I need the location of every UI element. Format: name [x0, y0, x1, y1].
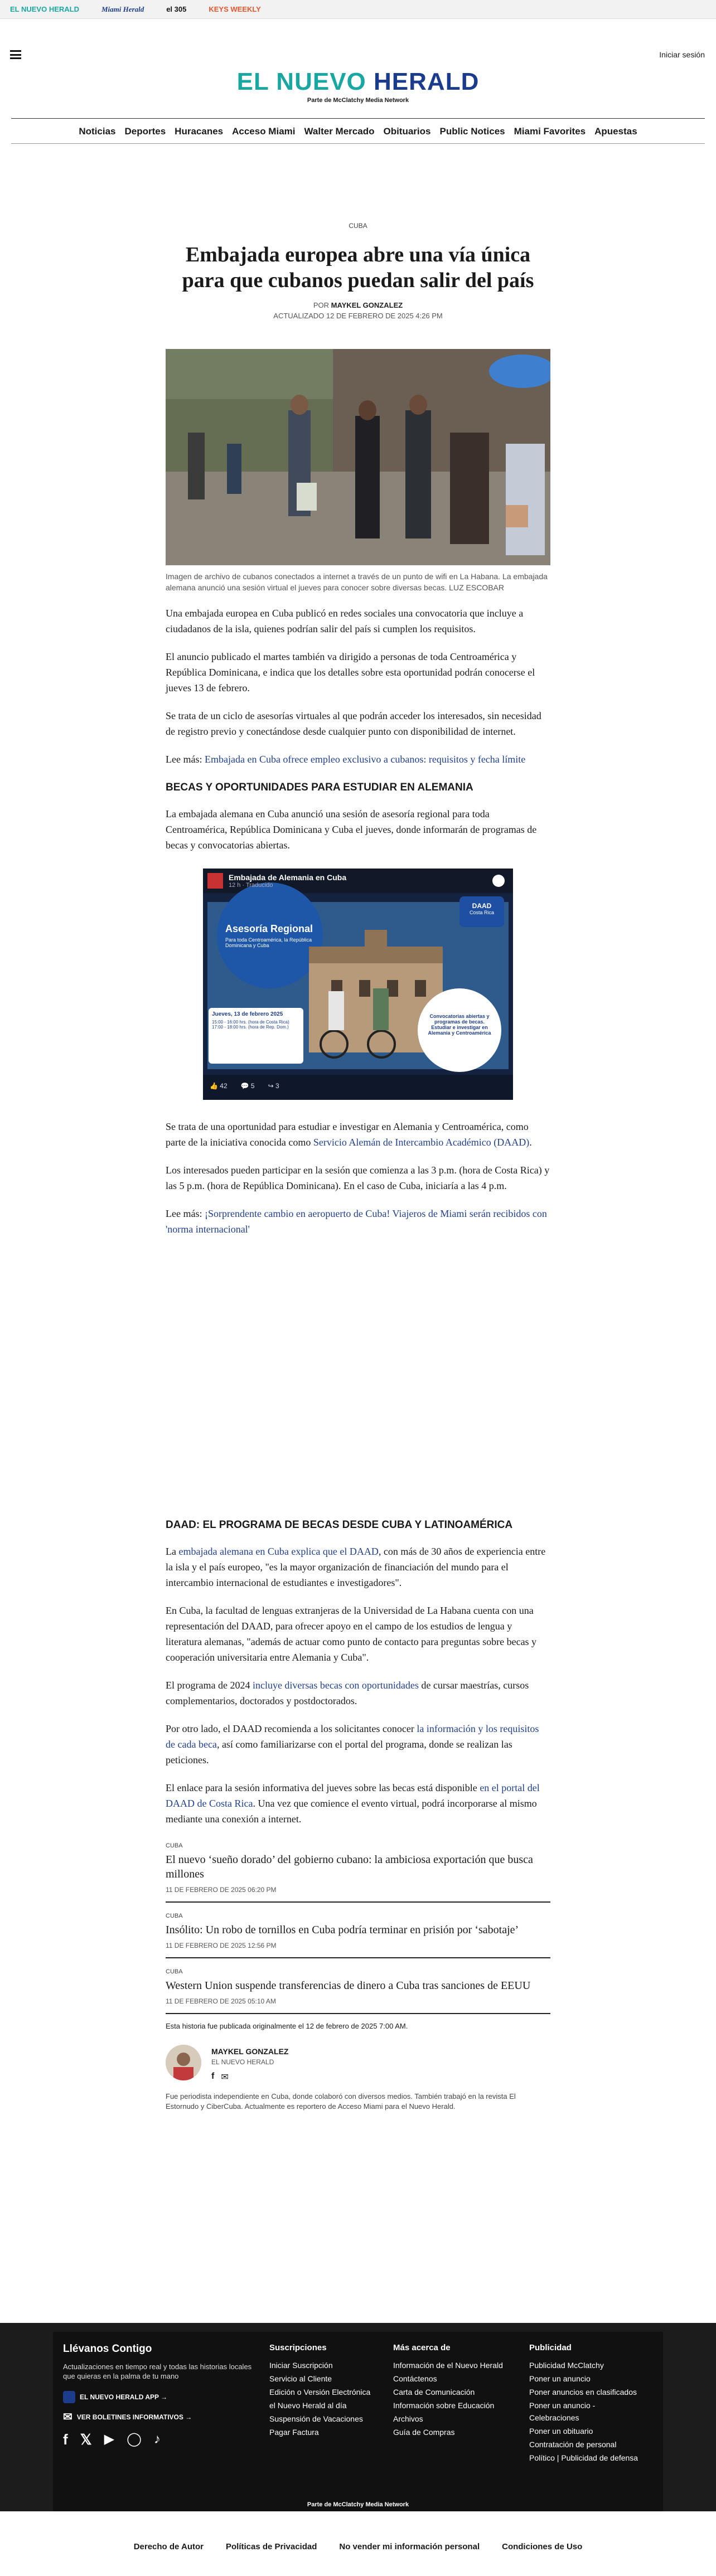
embed-subtitle: Para toda Centroamérica, la República Dominicana y Cuba — [225, 937, 312, 948]
photo-caption: Imagen de archivo de cubanos conectados a internet a través de un punto de wifi en La Habana. La embajada alemana anunció una sesión virtual el jueves para conocer sobre diversas becas. LUZ ESCOBAR — [166, 572, 548, 592]
embed-badge-line1: DAAD — [472, 902, 492, 910]
footer-link[interactable]: Suspensión de Vacaciones — [269, 2414, 363, 2423]
footer-link[interactable]: Carta de Comunicación — [393, 2388, 475, 2396]
network-bar — [0, 0, 716, 19]
nav-item-acceso-miami[interactable]: Acceso Miami — [232, 125, 296, 137]
paragraph-1: Una embajada europea en Cuba publicó en redes sociales una convocatoria que incluye a ciudadanos de la isla, quienes podrían salir del país si cumplen los requisitos. — [166, 608, 524, 634]
author-org: EL NUEVO HERALD — [211, 2058, 274, 2066]
paragraph-9-start: El programa de 2024 — [166, 1680, 253, 1691]
paragraph-3: Se trata de un ciclo de asesorías virtuales al que podrán acceder los interesados, sin necesidad de registro previo y conectándose desde cualquier punto con disponibilidad de internet. — [166, 710, 541, 737]
byline-prefix: POR — [313, 301, 329, 309]
related-title[interactable]: El nuevo ‘sueño dorado’ del gobierno cubano: la ambiciosa exportación que busca millones — [166, 1854, 533, 1880]
author-bio: Fue periodista independiente en Cuba, donde colaboró con diversos medios. También trabajó en la revista El Estornudo y CiberCuba. Actualmente es reportero de Acceso Miami para el Nuevo Herald. — [166, 2092, 516, 2111]
footer-link[interactable]: Contáctenos — [393, 2374, 437, 2383]
x-icon[interactable]: 𝕏 — [80, 2431, 92, 2448]
embed-page-meta: 12 h · Traducido — [229, 882, 273, 889]
paragraph-4: La embajada alemana en Cuba anunció una sesión de asesoría regional para toda Centroamérica, República Dominicana y Cuba el jueves, donde informarán de programas de becas y convocatorias abiertas. — [166, 808, 537, 851]
logo-word-1: EL NUEVO — [236, 68, 366, 95]
paragraph-7 — [166, 1544, 550, 1590]
footer-link[interactable]: Guía de Compras — [393, 2428, 455, 2437]
legal-link-do-not-sell[interactable]: No vender mi información personal — [339, 2542, 480, 2551]
site-logo[interactable] — [0, 68, 716, 96]
paragraph-2: El anuncio publicado el martes también va dirigido a personas de toda Centroamérica y República Dominicana, e indica que los detalles sobre esta oportunidad podrán conocerse el jueves 13 de febrero. — [166, 651, 535, 693]
byline — [166, 301, 550, 309]
related-story[interactable] — [166, 1842, 550, 1903]
logo-subtitle: Parte de McClatchy Media Network — [307, 97, 409, 104]
author-social-icons — [211, 2072, 288, 2083]
read-more-2 — [166, 1206, 550, 1237]
email-icon[interactable]: ✉ — [221, 2073, 229, 2082]
article-kicker[interactable]: CUBA — [349, 222, 367, 230]
app-icon — [63, 2391, 75, 2403]
author-avatar[interactable] — [166, 2045, 201, 2080]
nav-item-huracanes[interactable]: Huracanes — [175, 125, 224, 137]
related-date: 11 DE FEBRERO DE 2025 05:10 AM — [166, 1997, 276, 2005]
youtube-icon[interactable]: ▶ — [104, 2432, 115, 2447]
site-footer — [0, 2323, 716, 2511]
footer-col3-title: Más acerca de — [393, 2343, 451, 2352]
embed-title: Asesoría Regional — [225, 923, 313, 934]
envelope-icon: ✉ — [63, 2411, 72, 2423]
section-heading-becas: BECAS Y OPORTUNIDADES PARA ESTUDIAR EN ALEMANIA — [166, 782, 473, 793]
paragraph-10-start: Por otro lado, el DAAD recomienda a los solicitantes conocer — [166, 1723, 417, 1734]
read-more-2-prefix: Lee más: — [166, 1208, 202, 1219]
tiktok-icon[interactable]: ♪ — [153, 2432, 161, 2447]
paragraph-5-start: Se trata de una oportunidad para estudiar e investigar en Alemania y Centroamérica, como parte de la iniciativa conocida como — [166, 1121, 529, 1148]
requisitos-link[interactable]: la información y los requisitos de cada beca — [166, 1723, 539, 1750]
footer-link[interactable]: Contratación de personal — [529, 2440, 617, 2449]
embed-time-1: 15:00 - 16:00 hrs. (hora de Costa Rica) — [212, 1020, 289, 1025]
footer-link[interactable]: Archivos — [393, 2414, 423, 2423]
footer-link[interactable]: Iniciar Suscripción — [269, 2361, 333, 2370]
footer-link[interactable]: Poner un anuncio — [529, 2374, 591, 2383]
related-title[interactable]: Insólito: Un robo de tornillos en Cuba podría terminar en prisión por ‘sabotaje’ — [166, 1924, 519, 1936]
footer-link[interactable]: Pagar Factura — [269, 2428, 319, 2437]
embed-stats — [210, 1082, 279, 1090]
daad-link[interactable]: Servicio Alemán de Intercambio Académico (DAAD) — [313, 1137, 530, 1148]
embed-circle-text: Convocatorias abiertas y programas de becas. Estudiar e investigar en Alemania y Centroamérica — [428, 1013, 491, 1036]
read-more-1-link[interactable]: Embajada en Cuba ofrece empleo exclusivo a cubanos: requisitos y fecha límite — [204, 754, 526, 765]
footer-link[interactable]: Información sobre Educación — [393, 2401, 495, 2410]
header-divider — [11, 118, 705, 119]
paragraph-11-start: El enlace para la sesión informativa del jueves sobre las becas está disponible — [166, 1782, 480, 1793]
legal-link-copyright[interactable]: Derecho de Autor — [133, 2542, 204, 2551]
paragraph-5 — [166, 1119, 550, 1150]
read-more-1-prefix: Lee más: — [166, 754, 202, 765]
related-date: 11 DE FEBRERO DE 2025 06:20 PM — [166, 1886, 277, 1894]
facebook-icon[interactable]: f — [63, 2431, 68, 2448]
footer-col-about — [393, 2343, 529, 2465]
nav-item-noticias[interactable]: Noticias — [79, 125, 116, 137]
footer-link[interactable]: Edición o Versión Electrónica — [269, 2388, 371, 2396]
footer-link[interactable]: Poner un obituario — [529, 2427, 593, 2436]
footer-col-contact — [63, 2343, 269, 2465]
paragraph-10 — [166, 1721, 550, 1768]
paragraph-7-end: , con más de 30 años de experiencia entre la isla y el país europeo, "es la mayor organización de financiación del mundo para el intercambio internacional de estudiantes e investigadores". — [166, 1546, 546, 1588]
footer-link[interactable]: Poner anuncios en clasificados — [529, 2388, 637, 2396]
footer-link[interactable]: Poner un anuncio - Celebraciones — [529, 2401, 596, 2422]
portal-daad-link[interactable]: en el portal del DAAD de Costa Rica — [166, 1782, 540, 1809]
nav-item-miami-favorites[interactable]: Miami Favorites — [514, 125, 586, 137]
embed-comments-value: 5 — [250, 1082, 255, 1090]
signin-link[interactable]: Iniciar sesión — [659, 50, 705, 59]
legal-link-terms[interactable]: Condiciones de Uso — [502, 2542, 583, 2551]
main-nav — [11, 119, 705, 144]
paragraph-8: En Cuba, la facultad de lenguas extranjeras de la Universidad de La Habana cuenta con una representación del DAAD, para ofrecer apoyo en el campo de los estudios de lengua y literatura alemanas, "además de actuar como punto de contacto para preguntas sobre becas y cooperación universitaria entre Alemania y Cuba". — [166, 1605, 537, 1663]
related-story[interactable] — [166, 1968, 550, 2014]
footer-col2-title: Suscripciones — [269, 2343, 327, 2352]
footer-link[interactable]: Político | Publicidad de defensa — [529, 2453, 638, 2462]
embed-date: Jueves, 13 de febrero 2025 — [212, 1011, 283, 1017]
paragraph-5-end: . — [529, 1137, 532, 1148]
author-box — [166, 2045, 550, 2083]
facebook-icon[interactable]: f — [211, 2072, 215, 2081]
lead-photo — [166, 349, 550, 565]
author-avatar-illustration — [166, 2045, 201, 2080]
original-publication-note: Esta historia fue publicada originalmente el 12 de febrero de 2025 7:00 AM. — [166, 2022, 408, 2030]
footer-social-icons — [63, 2433, 256, 2446]
section-heading-daad: DAAD: EL PROGRAMA DE BECAS DESDE CUBA Y LATINOAMÉRICA — [166, 1519, 513, 1531]
embed-time-2: 17:00 - 18:00 hrs. (hora de Rep. Dom.) — [212, 1025, 289, 1030]
legal-links — [0, 2542, 716, 2551]
footer-col4-title: Publicidad — [529, 2343, 572, 2352]
nav-item-apuestas[interactable]: Apuestas — [594, 125, 637, 137]
lead-photo-illustration — [166, 349, 550, 565]
byline-author[interactable]: MAYKEL GONZALEZ — [331, 301, 403, 309]
network-link-elnuevoherald[interactable]: EL NUEVO HERALD — [10, 5, 79, 13]
legal-link-privacy[interactable]: Políticas de Privacidad — [225, 2542, 317, 2551]
nav-item-public-notices[interactable]: Public Notices — [439, 125, 505, 137]
footer-panel — [53, 2332, 663, 2511]
hamburger-menu-icon[interactable] — [10, 50, 21, 59]
paragraph-10-end: , así como familiarizarse con el portal del programa, donde se realizan las peticiones. — [166, 1739, 512, 1765]
footer-network-label: Parte de McClatchy Media Network — [307, 2501, 409, 2508]
becas-link[interactable]: incluye diversas becas con oportunidades — [252, 1680, 419, 1691]
logo-word-2: HERALD — [374, 68, 480, 95]
read-more-2-link[interactable]: ¡Sorprendente cambio en aeropuerto de Cuba! Viajeros de Miami serán recibidos con 'norma internacional' — [166, 1208, 547, 1235]
paragraph-6: Los interesados pueden participar en la sesión que comienza a las 3 p.m. (hora de Costa Rica) y las 5 p.m. (hora de República Dominicana). En el caso de Cuba, iniciaría a las 4 p.m. — [166, 1165, 550, 1191]
network-link-keysweekly[interactable]: KEYS WEEKLY — [209, 5, 261, 13]
nav-item-obituarios[interactable]: Obituarios — [383, 125, 431, 137]
embed-title-block — [225, 923, 315, 948]
footer-app-label: EL NUEVO HERALD APP → — [80, 2393, 168, 2401]
site-header — [0, 19, 716, 119]
footer-link[interactable]: Publicidad McClatchy — [529, 2361, 604, 2370]
embed-header — [229, 873, 346, 889]
related-category: CUBA — [166, 1913, 183, 1919]
article-title: Embajada europea abre una vía única para que cubanos puedan salir del país — [182, 243, 534, 292]
nav-item-walter-mercado[interactable]: Walter Mercado — [304, 125, 375, 137]
embed-page-name[interactable]: Embajada de Alemania en Cuba — [229, 873, 347, 882]
paragraph-7-start: La — [166, 1546, 179, 1557]
embajada-daad-link[interactable]: embajada alemana en Cuba explica que el DAAD — [178, 1546, 379, 1557]
related-category: CUBA — [166, 1968, 183, 1975]
ad-placeholder — [166, 1237, 550, 1505]
embed-date-block — [212, 1011, 301, 1030]
footer-col-advertising — [529, 2343, 641, 2465]
instagram-icon[interactable]: ◯ — [127, 2432, 142, 2447]
paragraph-9 — [166, 1677, 550, 1709]
related-category: CUBA — [166, 1842, 183, 1849]
footer-contact-text: Actualizaciones en tiempo real y todas las historias locales que quieras en la palma de tu mano — [63, 2362, 252, 2380]
embed-reactions-count: 👍 42 — [210, 1082, 228, 1090]
author-name[interactable]: MAYKEL GONZALEZ — [211, 2047, 289, 2056]
related-date: 11 DE FEBRERO DE 2025 12:56 PM — [166, 1942, 277, 1949]
embed-shares-value: 3 — [275, 1082, 279, 1090]
footer-link[interactable]: Información de el Nuevo Herald — [393, 2361, 503, 2370]
facebook-embed[interactable] — [203, 869, 513, 1100]
article — [166, 222, 550, 2112]
embed-reactions-value: 42 — [220, 1082, 228, 1090]
nav-item-deportes[interactable]: Deportes — [124, 125, 166, 137]
related-title[interactable]: Western Union suspende transferencias de dinero a Cuba tras sanciones de EEUU — [166, 1980, 531, 1992]
footer-columns — [63, 2343, 653, 2465]
paragraph-11-end: . Una vez que comience el evento virtual, podrá incorporarse al mismo mediante una conexión a internet. — [166, 1798, 537, 1825]
footer-newsletters-label: VER BOLETINES INFORMATIVOS → — [76, 2413, 192, 2421]
footer-contact-title: Llévanos Contigo — [63, 2343, 152, 2355]
paragraph-9-end: de cursar maestrías, cursos complementarios, doctorados y postdoctorados. — [166, 1680, 529, 1706]
embed-badge-line2: Costa Rica — [469, 910, 494, 915]
footer-col-subscriptions — [269, 2343, 393, 2465]
network-link-miamiherald[interactable]: Miami Herald — [101, 4, 144, 13]
paragraph-11 — [166, 1780, 550, 1827]
footer-newsletters-link[interactable] — [63, 2411, 256, 2423]
network-link-el305[interactable]: el 305 — [166, 5, 187, 13]
related-story[interactable] — [166, 1913, 550, 1958]
embed-comments-count: 💬 5 — [240, 1082, 255, 1090]
footer-app-link[interactable] — [63, 2391, 256, 2403]
embed-shares-count: ↪ 3 — [268, 1082, 279, 1090]
read-more-1 — [166, 751, 550, 767]
embed-daad-badge — [465, 902, 499, 915]
footer-link[interactable]: Servicio al Cliente — [269, 2374, 332, 2383]
footer-link[interactable]: el Nuevo Herald al día — [269, 2401, 347, 2410]
updated-timestamp: ACTUALIZADO 12 DE FEBRERO DE 2025 4:26 PM — [273, 312, 443, 320]
